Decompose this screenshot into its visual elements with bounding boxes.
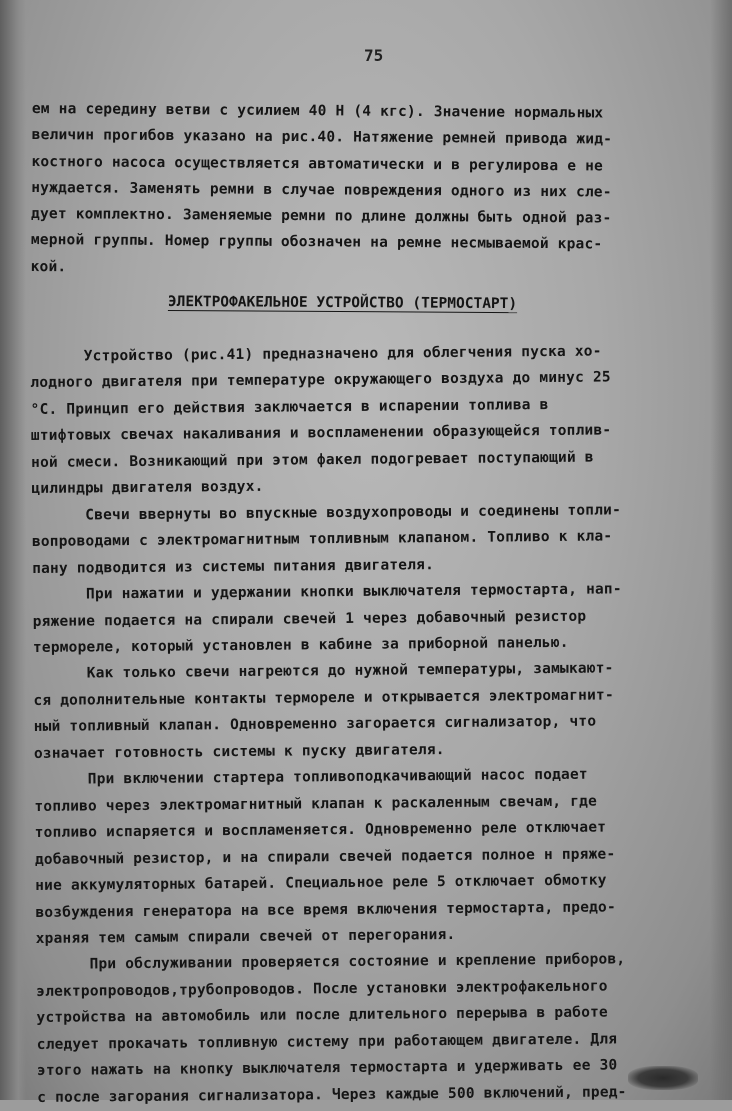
ink-smudge <box>628 1066 698 1090</box>
text-line: устройства на автомобиль или после длительного перерыва в работе <box>36 1004 609 1027</box>
text-line: Как только свечи нагреются до нужной температуры, замыкают- <box>33 660 614 683</box>
text-line: ный топливный клапан. Одновременно загорается сигнализатор, что <box>33 713 597 736</box>
text-line: штифтовых свечах накаливания и воспламенении образующейся топлив- <box>30 422 612 445</box>
text-line: Устройство (рис.41) предназначено для облегчения пуска хо- <box>30 343 602 365</box>
text-line: мерной группы. Номер группы обозначен на ремне несмываемой крас- <box>30 232 603 253</box>
text-line: ние аккумуляторных батарей. Специальное реле 5 отключает обмотку <box>35 872 607 895</box>
text-line: топливо испаряется и воспламеняется. Одновременно реле отключает <box>34 819 607 842</box>
text-line: следует прокачать топливную систему при работающем двигателе. Для <box>36 1031 618 1053</box>
text-line: При включении стартера топливоподкачивающий насос подает <box>34 766 588 789</box>
text-line: термореле, который установлен в кабине за приборной панелью. <box>32 634 569 656</box>
text-line: означает готовность системы к пуску двигателя. <box>33 741 445 762</box>
text-line: цилиндры двигателя воздух. <box>31 479 264 498</box>
text-line: ся дополнительные контакты термореле и открывается электромагнит- <box>33 687 614 709</box>
text-line: лодного двигателя при температуре окружающего воздуха до минус 25 <box>30 369 611 392</box>
body-text <box>30 338 627 1111</box>
text-line: костного насоса осуществляется автоматически и в регулирова е не <box>31 153 604 175</box>
text-line: Свечи ввернуты во впускные воздухопроводы и соединены топли- <box>31 502 622 524</box>
page-right-shadow <box>710 0 732 1100</box>
text-line: ной смеси. Возникающий при этом факел подогревает поступающий в <box>31 449 594 471</box>
page-left-shadow <box>0 0 26 1100</box>
text-line: с после загорания сигнализатора. Через каждые 500 включений, пред- <box>37 1083 627 1106</box>
text-line: электропроводов,трубопроводов. После установки электрофакельного <box>36 978 608 1000</box>
text-line: этого нажать на кнопку выключателя термостарта и удерживать ее 30 <box>36 1057 618 1080</box>
text-line: храняя тем самым спирали свечей от перегорания. <box>35 926 456 947</box>
section-heading: ЭЛЕКТРОФАКЕЛЬНОЕ УСТРОЙСТВО (ТЕРМОСТАРТ) <box>167 294 518 313</box>
text-line: ряжение подается на спирали свечей 1 через добавочный резистор <box>32 608 587 630</box>
text-line: вопроводами с электромагнитным топливным клапаном. Топливо к кла- <box>31 528 613 551</box>
text-line: пану подводится из системы питания двигателя. <box>32 556 435 577</box>
text-line: дует комплектно. Заменяемые ремни по длине должны быть одной раз- <box>31 206 612 227</box>
top-paragraph <box>31 96 613 285</box>
text-line: величин прогибов указано на рис.40. Натяжение ремней привода жид- <box>31 127 613 148</box>
text-line: При обслуживании проверяется состояние и крепление приборов, <box>35 951 626 974</box>
text-line: ем на середину ветви с усилием 40 Н (4 кгс). Значение нормальных <box>31 100 604 122</box>
text-line: добавочный резистор, и на спирали свечей подается полное н пряже- <box>34 846 616 868</box>
text-line: При нажатии и удержании кнопки выключателя термостарта, нап- <box>32 581 622 604</box>
text-line: возбуждения генератора на все время включения термостарта, предо- <box>35 898 616 921</box>
page-number: 75 <box>364 46 384 65</box>
text-line: °С. Принцип его действия заключается в испарении топлива в <box>30 396 549 418</box>
text-line: нуждается. Заменять ремни в случае повреждения одного из них сле- <box>31 179 612 201</box>
text-line: кой. <box>30 258 67 276</box>
text-line: топливо через электромагнитный клапан к раскаленным свечам, где <box>34 793 598 815</box>
